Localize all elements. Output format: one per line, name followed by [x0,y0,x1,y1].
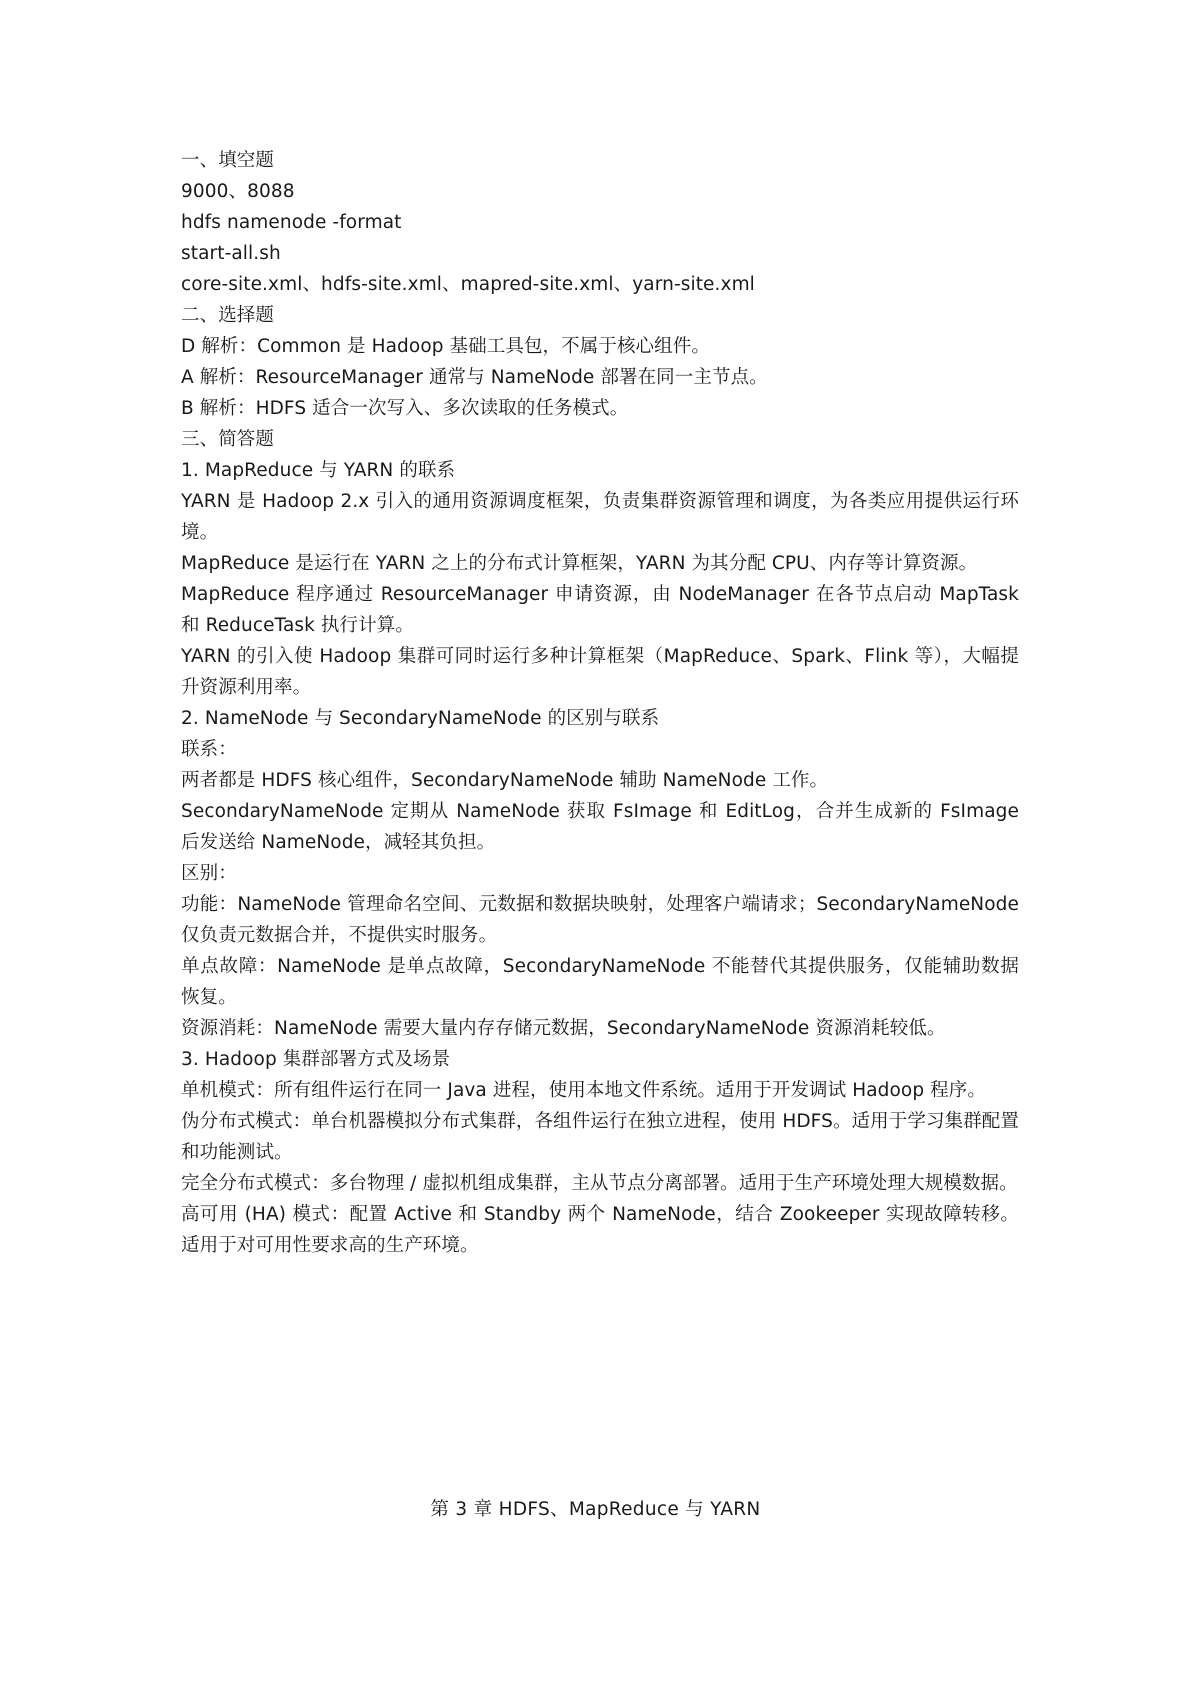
relation-paragraph: SecondaryNameNode 定期从 NameNode 获取 FsImage 和 EditLog，合并生成新的 FsImage 后发送给 NameNode，减轻其负担。 [181,801,1019,853]
section-heading-fill-in: 一、填空题 [181,150,275,171]
deployment-mode-paragraph: 伪分布式模式：单台机器模拟分布式集群，各组件运行在独立进程，使用 HDFS。适用于学习集群配置和功能测试。 [181,1111,1019,1163]
section-heading-short-answer: 三、简答题 [181,429,275,450]
choice-answer-2: A 解析：ResourceManager 通常与 NameNode 部署在同一主节点。 [181,367,768,388]
relation-label: 联系： [181,739,237,760]
question-1-paragraph: MapReduce 是运行在 YARN 之上的分布式计算框架，YARN 为其分配 CPU、内存等计算资源。 [181,553,978,574]
difference-paragraph: 资源消耗：NameNode 需要大量内存存储元数据，SecondaryNameNode 资源消耗较低。 [181,1018,946,1039]
fill-in-answer-2: hdfs namenode -format [181,212,402,233]
difference-label: 区别： [181,863,237,884]
choice-answer-1: D 解析：Common 是 Hadoop 基础工具包，不属于核心组件。 [181,336,710,357]
document-body [181,145,1019,1261]
question-1-paragraph: YARN 是 Hadoop 2.x 引入的通用资源调度框架，负责集群资源管理和调度，为各类应用提供运行环境。 [181,491,1019,543]
question-1-title: 1. MapReduce 与 YARN 的联系 [181,460,456,481]
relation-paragraph: 两者都是 HDFS 核心组件，SecondaryNameNode 辅助 NameNode 工作。 [181,770,829,791]
section-heading-choice: 二、选择题 [181,305,275,326]
deployment-mode-paragraph: 完全分布式模式：多台物理 / 虚拟机组成集群，主从节点分离部署。适用于生产环境处理大规模数据。 [181,1173,1018,1194]
deployment-mode-paragraph: 高可用 (HA) 模式：配置 Active 和 Standby 两个 NameNode，结合 Zookeeper 实现故障转移。适用于对可用性要求高的生产环境。 [181,1204,1019,1256]
page-footer: 第 3 章 HDFS、MapReduce 与 YARN [430,1499,761,1520]
difference-paragraph: 功能：NameNode 管理命名空间、元数据和数据块映射，处理客户端请求；SecondaryNameNode 仅负责元数据合并，不提供实时服务。 [181,894,1019,946]
question-2-title: 2. NameNode 与 SecondaryNameNode 的区别与联系 [181,708,660,729]
question-3-title: 3. Hadoop 集群部署方式及场景 [181,1049,451,1070]
fill-in-answer-4: core-site.xml、hdfs-site.xml、mapred-site.xml、yarn-site.xml [181,274,755,295]
fill-in-answer-1: 9000、8088 [181,181,295,202]
question-1-paragraph: MapReduce 程序通过 ResourceManager 申请资源，由 NodeManager 在各节点启动 MapTask 和 ReduceTask 执行计算。 [181,584,1019,636]
difference-paragraph: 单点故障：NameNode 是单点故障，SecondaryNameNode 不能替代其提供服务，仅能辅助数据恢复。 [181,956,1019,1008]
fill-in-answer-3: start-all.sh [181,243,281,264]
choice-answer-3: B 解析：HDFS 适合一次写入、多次读取的任务模式。 [181,398,629,419]
question-1-paragraph: YARN 的引入使 Hadoop 集群可同时运行多种计算框架（MapReduce、Spark、Flink 等），大幅提升资源利用率。 [181,646,1019,698]
deployment-mode-paragraph: 单机模式：所有组件运行在同一 Java 进程，使用本地文件系统。适用于开发调试 Hadoop 程序。 [181,1080,986,1101]
